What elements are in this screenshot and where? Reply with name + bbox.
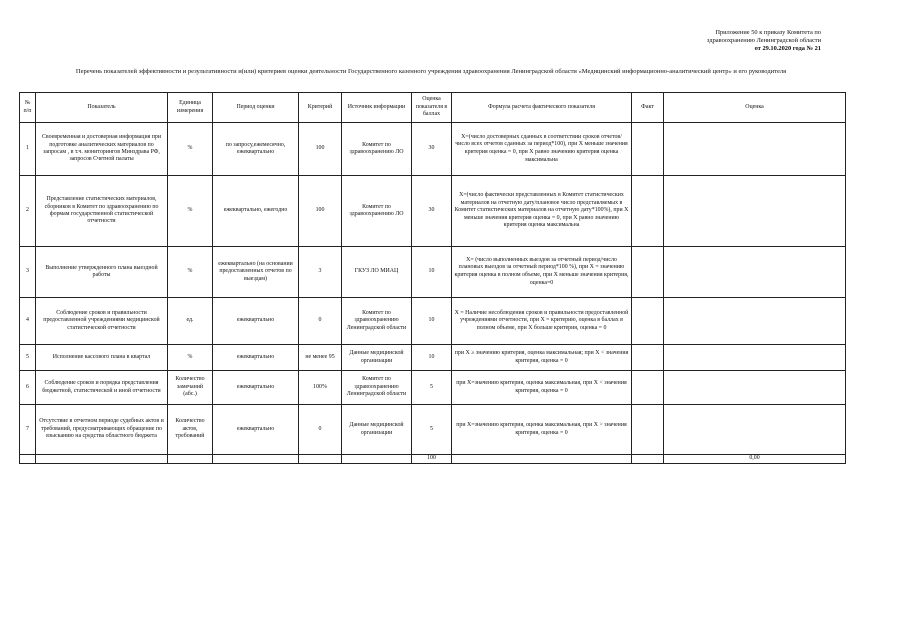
cell-source: Комитет по здравоохранению Ленинградской области [342, 371, 412, 405]
cell-empty [20, 455, 36, 464]
table-row [20, 176, 846, 247]
cell-formula: при Х=значению критерия, оценка максимальная, при Х < значения критерия, оценка = 0 [452, 371, 632, 405]
col-header-formula: Формула расчета фактического показателя [452, 93, 632, 123]
cell-score [664, 123, 846, 176]
cell-unit: Количество замечаний (абс.) [168, 371, 213, 405]
cell-indicator: Соблюдение сроков и порядка представления бюджетной, статистической и иной отчетности [36, 371, 168, 405]
cell-source: ГКУЗ ЛО МИАЦ [342, 247, 412, 298]
cell-num: 1 [20, 123, 36, 176]
cell-period: ежеквартально [213, 345, 299, 371]
cell-source: Данные медицинской организации [342, 345, 412, 371]
cell-indicator: Выполнение утвержденного плана выездной работы [36, 247, 168, 298]
cell-period: ежеквартально, ежегодно [213, 176, 299, 247]
cell-criterion: 100% [299, 371, 342, 405]
cell-unit: % [168, 176, 213, 247]
table-header-row [20, 93, 846, 123]
cell-formula: Х=(число фактически представленных в Комитет статистических материалов на отчетную дату/плановое число представляемых в Комитет статистических материалов на отчетную дату*100%), при Х меньше значения критерия оценка = 0, при Х равно значению критерия оценка максимальна [452, 176, 632, 247]
cell-indicator: Соблюдение сроков и правильности предоставленной учреждениями медицинской статистической отчетности [36, 298, 168, 345]
totals-row [20, 455, 846, 464]
cell-formula: Х=(число достоверных сданных в соответствии сроков отчетов/ число всех отчетов сданных за период*100), при Х меньше значения критерия оценка = 0, при Х равно значению критерия оценка максимальна [452, 123, 632, 176]
cell-source: Комитет по здравоохранению ЛО [342, 176, 412, 247]
col-header-num: № п/п [20, 93, 36, 123]
cell-score [664, 298, 846, 345]
header-line-2: здравоохранению Ленинградской области [706, 37, 821, 45]
cell-source: Комитет по здравоохранению ЛО [342, 123, 412, 176]
cell-points: 10 [412, 247, 452, 298]
col-header-indicator: Показатель [36, 93, 168, 123]
cell-num: 6 [20, 371, 36, 405]
col-header-fact: Факт [632, 93, 664, 123]
cell-score [664, 176, 846, 247]
cell-empty [36, 455, 168, 464]
cell-num: 5 [20, 345, 36, 371]
cell-fact [632, 176, 664, 247]
cell-empty [299, 455, 342, 464]
cell-empty [213, 455, 299, 464]
cell-period: ежеквартально [213, 298, 299, 345]
col-header-source: Источник информации [342, 93, 412, 123]
cell-score [664, 405, 846, 455]
cell-unit: % [168, 123, 213, 176]
cell-criterion: 0 [299, 298, 342, 345]
cell-source: Данные медицинской организации [342, 405, 412, 455]
cell-num: 2 [20, 176, 36, 247]
cell-criterion: 0 [299, 405, 342, 455]
cell-unit: % [168, 247, 213, 298]
cell-points: 10 [412, 345, 452, 371]
table-row [20, 247, 846, 298]
total-points: 100 [412, 455, 452, 464]
cell-formula: при Х=значению критерия, оценка максимальная, при Х > значения критерия, оценка = 0 [452, 405, 632, 455]
cell-criterion: 100 [299, 123, 342, 176]
cell-indicator: Представление статистических материалов, сборников в Комитет по здравоохранению по формам государственной статистической отчетности [36, 176, 168, 247]
cell-points: 30 [412, 123, 452, 176]
table-row [20, 345, 846, 371]
indicators-table [19, 92, 846, 464]
cell-indicator: Отсутствие в отчетном периоде судебных актов и требований, предусматривающих обращение по взысканию на средства областного бюджета [36, 405, 168, 455]
cell-criterion: 3 [299, 247, 342, 298]
cell-num: 3 [20, 247, 36, 298]
table-row [20, 371, 846, 405]
cell-indicator: Своевременная и достоверная информация при подготовке аналитических материалов по запросам , в т.ч. мониторингов Минздрава РФ, запросов Счетной палаты [36, 123, 168, 176]
cell-unit: % [168, 345, 213, 371]
cell-fact [632, 247, 664, 298]
col-header-criterion: Критерий [299, 93, 342, 123]
cell-criterion: не менее 95 [299, 345, 342, 371]
cell-points: 5 [412, 371, 452, 405]
cell-empty [452, 455, 632, 464]
cell-formula: Х= (число выполненных выездов за отчетный период/число плановых выездов за отчетный период*100 %), при Х = значению критерия оценка в полном объеме, при Х меньше значения критерия, оценка=0 [452, 247, 632, 298]
cell-formula: при Х ≥ значению критерия, оценка максимальная; при Х < значения критерия, оценка = 0 [452, 345, 632, 371]
cell-fact [632, 345, 664, 371]
cell-period: ежеквартально [213, 371, 299, 405]
table-row [20, 405, 846, 455]
cell-points: 10 [412, 298, 452, 345]
cell-score [664, 247, 846, 298]
total-score: 0,00 [664, 455, 846, 464]
table-row [20, 298, 846, 345]
header-line-3: от 29.10.2020 года № 21 [754, 45, 821, 53]
cell-score [664, 345, 846, 371]
col-header-points: Оценка показателя в баллах [412, 93, 452, 123]
cell-score [664, 371, 846, 405]
cell-indicator: Исполнение кассового плана в квартал [36, 345, 168, 371]
col-header-period: Период оценки [213, 93, 299, 123]
cell-points: 30 [412, 176, 452, 247]
cell-num: 7 [20, 405, 36, 455]
cell-fact [632, 371, 664, 405]
cell-formula: Х = Наличие несоблюдения сроков и правильности предоставленной учреждениями отчетности, при Х = критерию, оценка в баллах в полном объеме, при Х больше критерия, оценка = 0 [452, 298, 632, 345]
header-line-1: Приложение 50 к приказу Комитета по [715, 29, 821, 36]
cell-criterion: 100 [299, 176, 342, 247]
table-row [20, 123, 846, 176]
cell-period: по запросу,ежемесячно, ежеквартально [213, 123, 299, 176]
cell-points: 5 [412, 405, 452, 455]
col-header-score: Оценка [664, 93, 846, 123]
cell-fact [632, 298, 664, 345]
col-header-unit: Единица измерения [168, 93, 213, 123]
cell-unit: ед. [168, 298, 213, 345]
cell-period: ежеквартально [213, 405, 299, 455]
cell-unit: Количество актов, требований [168, 405, 213, 455]
cell-fact [632, 123, 664, 176]
cell-fact [632, 405, 664, 455]
document-header [601, 29, 821, 54]
cell-period: ежеквартально (на основании предоставленных отчетов по выездам) [213, 247, 299, 298]
cell-empty [342, 455, 412, 464]
cell-num: 4 [20, 298, 36, 345]
document-title: Перечень показателей эффективности и результативности и(или) критериев оценки деятельности Государственного казенного учреждения здравоохранения Ленинградской области «Медицинский информационно-аналитический центр» и его руководителя [75, 68, 787, 75]
cell-empty [168, 455, 213, 464]
cell-source: Комитет по здравоохранению Ленинградской области [342, 298, 412, 345]
cell-empty [632, 455, 664, 464]
